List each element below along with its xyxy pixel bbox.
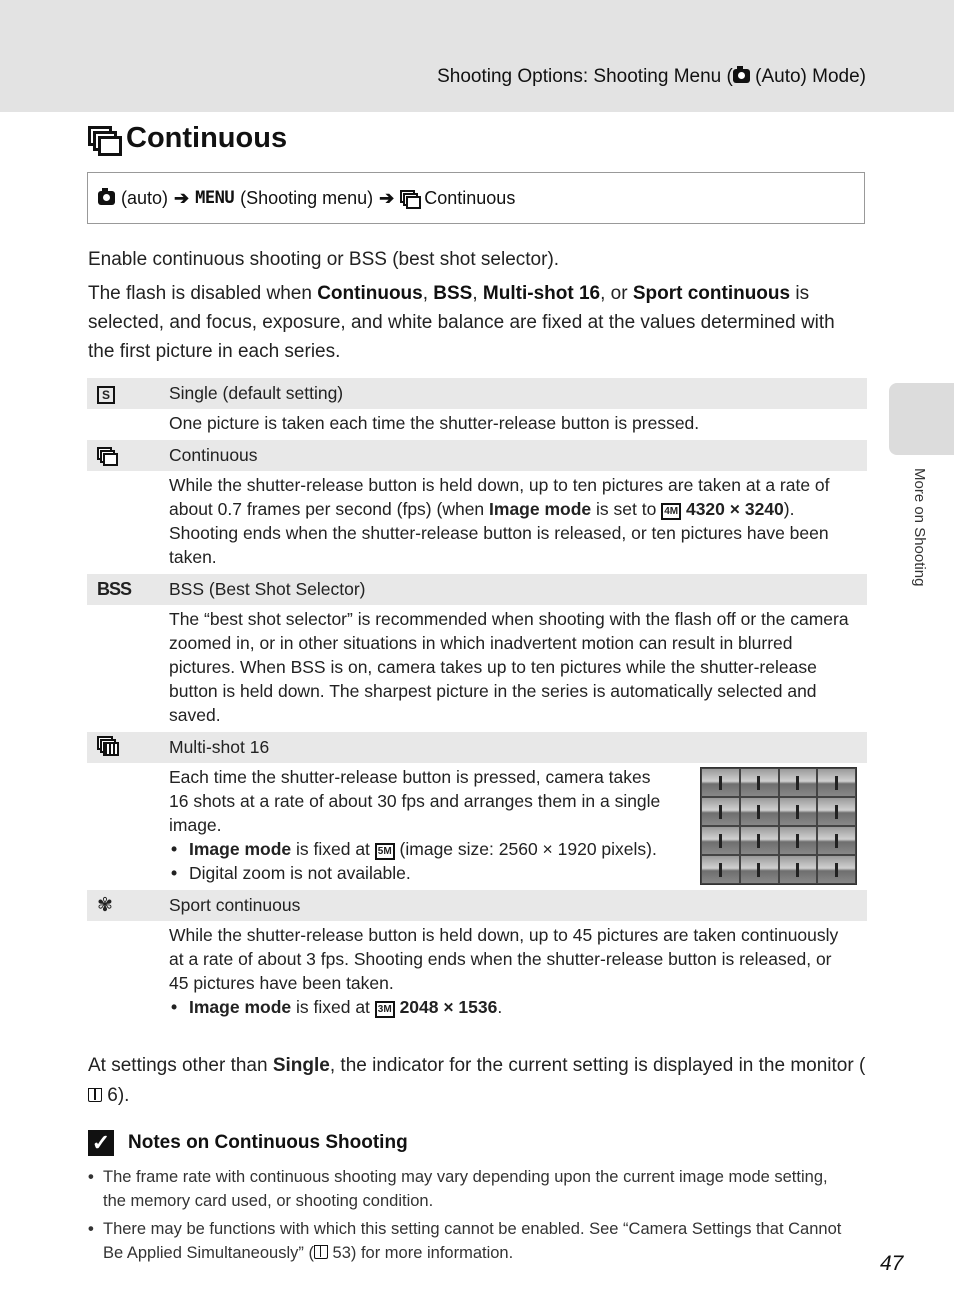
side-tab: [889, 383, 954, 455]
check-icon: ✓: [88, 1130, 114, 1156]
image-mode-icon: 5M: [375, 843, 395, 860]
option-row-continuous: [87, 440, 867, 471]
intro-paragraph-1: Enable continuous shooting or BSS (best shot selector).: [88, 249, 560, 270]
continuous-icon: [97, 447, 115, 463]
camera-icon: [98, 191, 115, 205]
arrow-right-icon: ➔: [174, 187, 190, 208]
header-band: [0, 0, 954, 112]
image-mode-icon: 4M: [661, 503, 681, 520]
option-label: BSS (Best Shot Selector): [169, 574, 867, 605]
option-row-sport: [87, 890, 867, 921]
option-description: One picture is taken each time the shutter-release button is pressed.: [169, 413, 700, 433]
bss-icon: BSS: [97, 579, 132, 599]
note-item: • The frame rate with continuous shooting may vary depending upon the current image mode setting, the memory card used, or shooting condition.: [88, 1165, 848, 1213]
option-description: Each time the shutter-release button is pressed, camera takes 16 shots at a rate of about 30 fps and arranges them in a single image. • Image mode is fixed at 5M (image size: 2560 × 1920 pixels). • Digital zoom is not available.: [169, 763, 867, 890]
intro-paragraph-2: The flash is disabled when Continuous, BSS, Multi-shot 16, or Sport continuous is selected, and focus, exposure, and white balance are fixed at the values determined with the first picture in each series.: [88, 283, 835, 362]
option-label: Multi-shot 16: [169, 732, 867, 763]
continuous-icon: [400, 190, 418, 206]
intro-text: [88, 245, 858, 371]
header-title: Shooting Options: Shooting Menu ( (Auto) Mode): [437, 66, 866, 87]
bullet: • Digital zoom is not available.: [189, 861, 674, 885]
option-label: Single (default setting): [169, 378, 867, 409]
page-number: 47: [880, 1252, 904, 1275]
after-table-text: At settings other than Single, the indicator for the current setting is displayed in the monitor ( 6).: [88, 1055, 866, 1106]
bullet: • Image mode is fixed at 3M 2048 × 1536.: [189, 995, 855, 1019]
option-label: Sport continuous: [169, 890, 867, 921]
continuous-icon: [88, 126, 118, 152]
option-description: While the shutter-release button is held down, up to ten pictures are taken at a rate of about 0.7 frames per second (fps) (when Image mode is set to 4M 4320 × 3240). Shooting ends when the shutter-release button is released, or ten pictures have been taken.: [169, 475, 830, 567]
option-label: Continuous: [169, 440, 867, 471]
multishot-icon: [97, 736, 117, 754]
menu-icon: MENU: [195, 188, 235, 208]
option-row-bss: [87, 574, 867, 605]
book-reference-icon: [314, 1245, 328, 1259]
note-item: • There may be functions with which this setting cannot be enabled. See “Camera Settings that Cannot Be Applied Simultaneously” ( 53) for more information.: [88, 1217, 848, 1265]
camera-icon: [733, 69, 750, 83]
notes-list: [88, 1165, 848, 1269]
options-table: [87, 378, 867, 1024]
option-description: The “best shot selector” is recommended when shooting with the flash off or the camera zoomed in, or in other situations in which inadvertent motion can result in blurred pictures. When BSS is on, camera takes up to ten pictures while the shutter-release button is held down. The sharpest picture in the series is automatically selected and saved.: [169, 609, 849, 725]
multishot-sample-image: [700, 767, 857, 885]
option-row-single: [87, 378, 867, 409]
bullet: • Image mode is fixed at 5M (image size: 2560 × 1920 pixels).: [189, 837, 674, 861]
option-row-multishot: [87, 732, 867, 763]
single-icon: S: [97, 386, 115, 404]
side-section-label: More on Shooting: [911, 468, 928, 587]
sport-icon: ✾: [97, 895, 113, 916]
page-title: Continuous: [88, 122, 287, 155]
option-description: While the shutter-release button is held down, up to 45 pictures are taken continuously at a rate of about 3 fps. Shooting ends when the shutter-release button is released, or 45 pictures have been taken. • Image mode is fixed at 3M 2048 × 1536.: [169, 921, 867, 1024]
book-reference-icon: [88, 1088, 102, 1102]
menu-path: (auto) ➔ MENU (Shooting menu) ➔ Continuous: [87, 172, 865, 224]
arrow-right-icon: ➔: [379, 187, 395, 208]
image-mode-icon: 3M: [375, 1001, 395, 1018]
notes-heading: ✓ Notes on Continuous Shooting: [88, 1130, 408, 1156]
